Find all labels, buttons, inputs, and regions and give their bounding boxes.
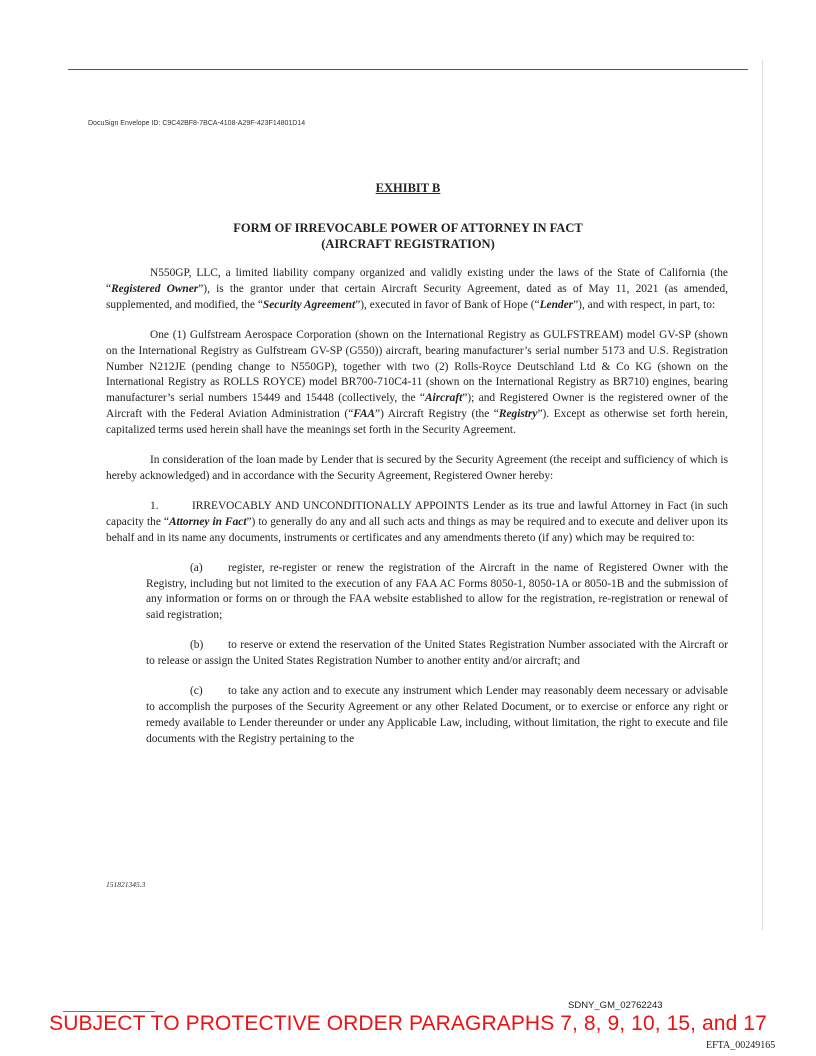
paragraph-grantor: N550GP, LLC, a limited liability company organized and validly existing under the laws of the State of California (the “Registered Owner”), is the grantor under that certain Aircraft Security Agreement, dated as of May 11, 2021 (as amended, supplemented, and modified, the “Security Agreement”), executed in favor of Bank of Hope (“Lender”), and with respect, in part, to: (106, 267, 728, 311)
document-body (106, 266, 728, 762)
top-divider (68, 69, 748, 70)
form-title-line1: FORM OF IRREVOCABLE POWER OF ATTORNEY IN FACT (233, 221, 583, 235)
paragraph-appointment: 1. IRREVOCABLY AND UNCONDITIONALLY APPOINTS Lender as its true and lawful Attorney in Fact (in such capacity the “Attorney in Fact”) to generally do any and all such acts and things as may be required and to execute and deliver upon its behalf and in its name any documents, instruments or certificates and any amendments thereto (if any) which may be required to: (106, 499, 728, 544)
document-number: 151821345.3 (106, 880, 146, 889)
efta-number: EFTA_00249165 (706, 1040, 776, 1051)
docusign-envelope-id: DocuSign Envelope ID: C9C42BF8-7BCA-4108-A29F-423F14801D14 (88, 120, 306, 127)
form-title (0, 220, 816, 252)
paragraph-aircraft: One (1) Gulfstream Aerospace Corporation (shown on the International Registry as GULFSTREAM) model GV-SP (shown on the International Registry as Gulfstream GV-SP (G550)) aircraft, bearing manufacturer’s serial number 5173 and U.S. Registration Number N212JE (pending change to N550GP), together with two (2) Rolls-Royce Deutschland Ltd & Co KG (shown on the International Registry as ROLLS ROYCE) model BR700-710C4-11 (shown on the International Registry as BR710) engines, bearing manufacturer’s serial numbers 15449 and 15448 (collectively, the “Aircraft”); and Registered Owner is the registered owner of the Aircraft with the Federal Aviation Administration (“FAA”) Aircraft Registry (the “Registry”). Except as otherwise set forth herein, capitalized terms used herein shall have the meanings set forth in the Security Agreement. (106, 328, 728, 437)
bates-number: SDNY_GM_02762243 (568, 1000, 663, 1011)
exhibit-title: EXHIBIT B (375, 181, 441, 195)
clause-a: (a) register, re-register or renew the registration of the Aircraft in the name of Registered Owner with the Registry, including but not limited to the execution of any FAA AC Forms 8050-1, 8050-1A or 8050-1B and the submission of any information or forms on or through the FAA website established to allow for the registration, re-registration or renewal of said registration; (146, 561, 728, 622)
clause-b: (b) to reserve or extend the reservation of the United States Registration Number associated with the Aircraft or to release or assign the United States Registration Number to another entity and/or aircraft; and (146, 639, 728, 668)
paragraph-consideration: In consideration of the loan made by Lender that is secured by the Security Agreement (the receipt and sufficiency of which is hereby acknowledged) and in accordance with the Security Agreement, Registered Owner hereby: (106, 454, 728, 482)
protective-order-stamp: SUBJECT TO PROTECTIVE ORDER PARAGRAPHS 7, 8, 9, 10, 15, and 17 (49, 1012, 767, 1035)
clause-c: (c) to take any action and to execute any instrument which Lender may reasonably deem necessary or advisable to accomplish the purposes of the Security Agreement or any other Related Document, or to exercise or enforce any right or remedy available to Lender thereunder or under any Applicable Law, including, without limitation, the right to execute and file documents with the Registry pertaining to the (146, 685, 728, 745)
form-title-line2: (AIRCRAFT REGISTRATION) (321, 237, 495, 251)
